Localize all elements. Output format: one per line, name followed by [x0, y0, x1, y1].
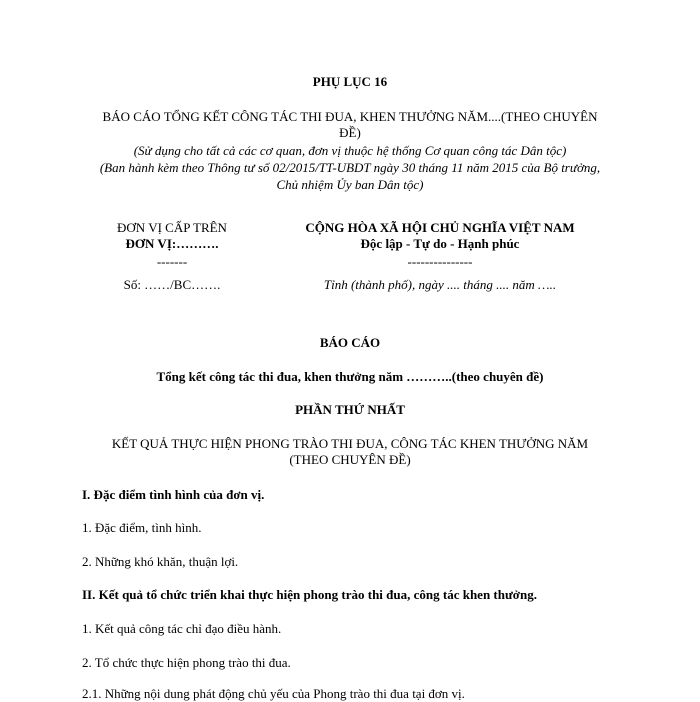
part-one-heading-line2: (THEO CHUYÊN ĐỀ)	[289, 452, 411, 467]
part-one-title: PHẦN THỨ NHẤT	[295, 402, 405, 417]
section-1-item-2: 2. Những khó khăn, thuận lợi.	[82, 554, 239, 569]
section-2-item-2-1: 2.1. Những nội dung phát động chủ yếu của Phong trào thi đua tại đơn vị.	[82, 686, 465, 701]
section-2-title: II. Kết quả tổ chức triển khai thực hiện phong trào thi đua, công tác khen thưởng.	[82, 587, 537, 602]
report-subtitle: Tổng kết công tác thi đua, khen thưởng năm ………..(theo chuyên đề)	[156, 369, 544, 384]
section-2-item-2: 2. Tổ chức thực hiện phong trào thi đua.	[82, 655, 291, 670]
issued-note-line1: (Ban hành kèm theo Thông tư số 02/2015/TT-UBDT ngày 30 tháng 11 năm 2015 của Bộ trưởng,	[99, 160, 601, 175]
national-motto: Độc lập - Tự do - Hạnh phúc	[360, 236, 520, 251]
report-heading-line2: ĐỀ)	[339, 125, 361, 140]
unit-label: ĐƠN VỊ:……….	[125, 236, 219, 251]
section-1-item-1: 1. Đặc điểm, tình hình.	[82, 520, 202, 535]
republic-title: CỘNG HÒA XÃ HỘI CHỦ NGHĨA VIỆT NAM	[305, 220, 575, 235]
appendix-title: PHỤ LỤC 16	[312, 74, 388, 89]
left-divider: -------	[156, 254, 188, 269]
superior-unit-label: ĐƠN VỊ CẤP TRÊN	[117, 220, 227, 235]
part-one-heading-line1: KẾT QUẢ THỰC HIỆN PHONG TRÀO THI ĐUA, CÔNG TÁC KHEN THƯỞNG NĂM	[111, 436, 589, 451]
right-divider: ---------------	[407, 254, 473, 269]
document-number: Số: ……/BC…….	[123, 277, 221, 292]
issued-note-line2: Chủ nhiệm Ủy ban Dân tộc)	[276, 177, 424, 192]
place-date: Tỉnh (thành phố), ngày .... tháng .... năm …..	[323, 277, 557, 292]
usage-note: (Sử dụng cho tất cả các cơ quan, đơn vị thuộc hệ thống Cơ quan công tác Dân tộc)	[133, 143, 567, 158]
section-1-title: I. Đặc điểm tình hình của đơn vị.	[82, 487, 265, 502]
section-2-item-1: 1. Kết quả công tác chỉ đạo điều hành.	[82, 621, 282, 636]
report-title: BÁO CÁO	[319, 335, 381, 350]
report-heading-line1: BÁO CÁO TỔNG KẾT CÔNG TÁC THI ĐUA, KHEN THƯỞNG NĂM....(THEO CHUYÊN	[102, 109, 598, 124]
